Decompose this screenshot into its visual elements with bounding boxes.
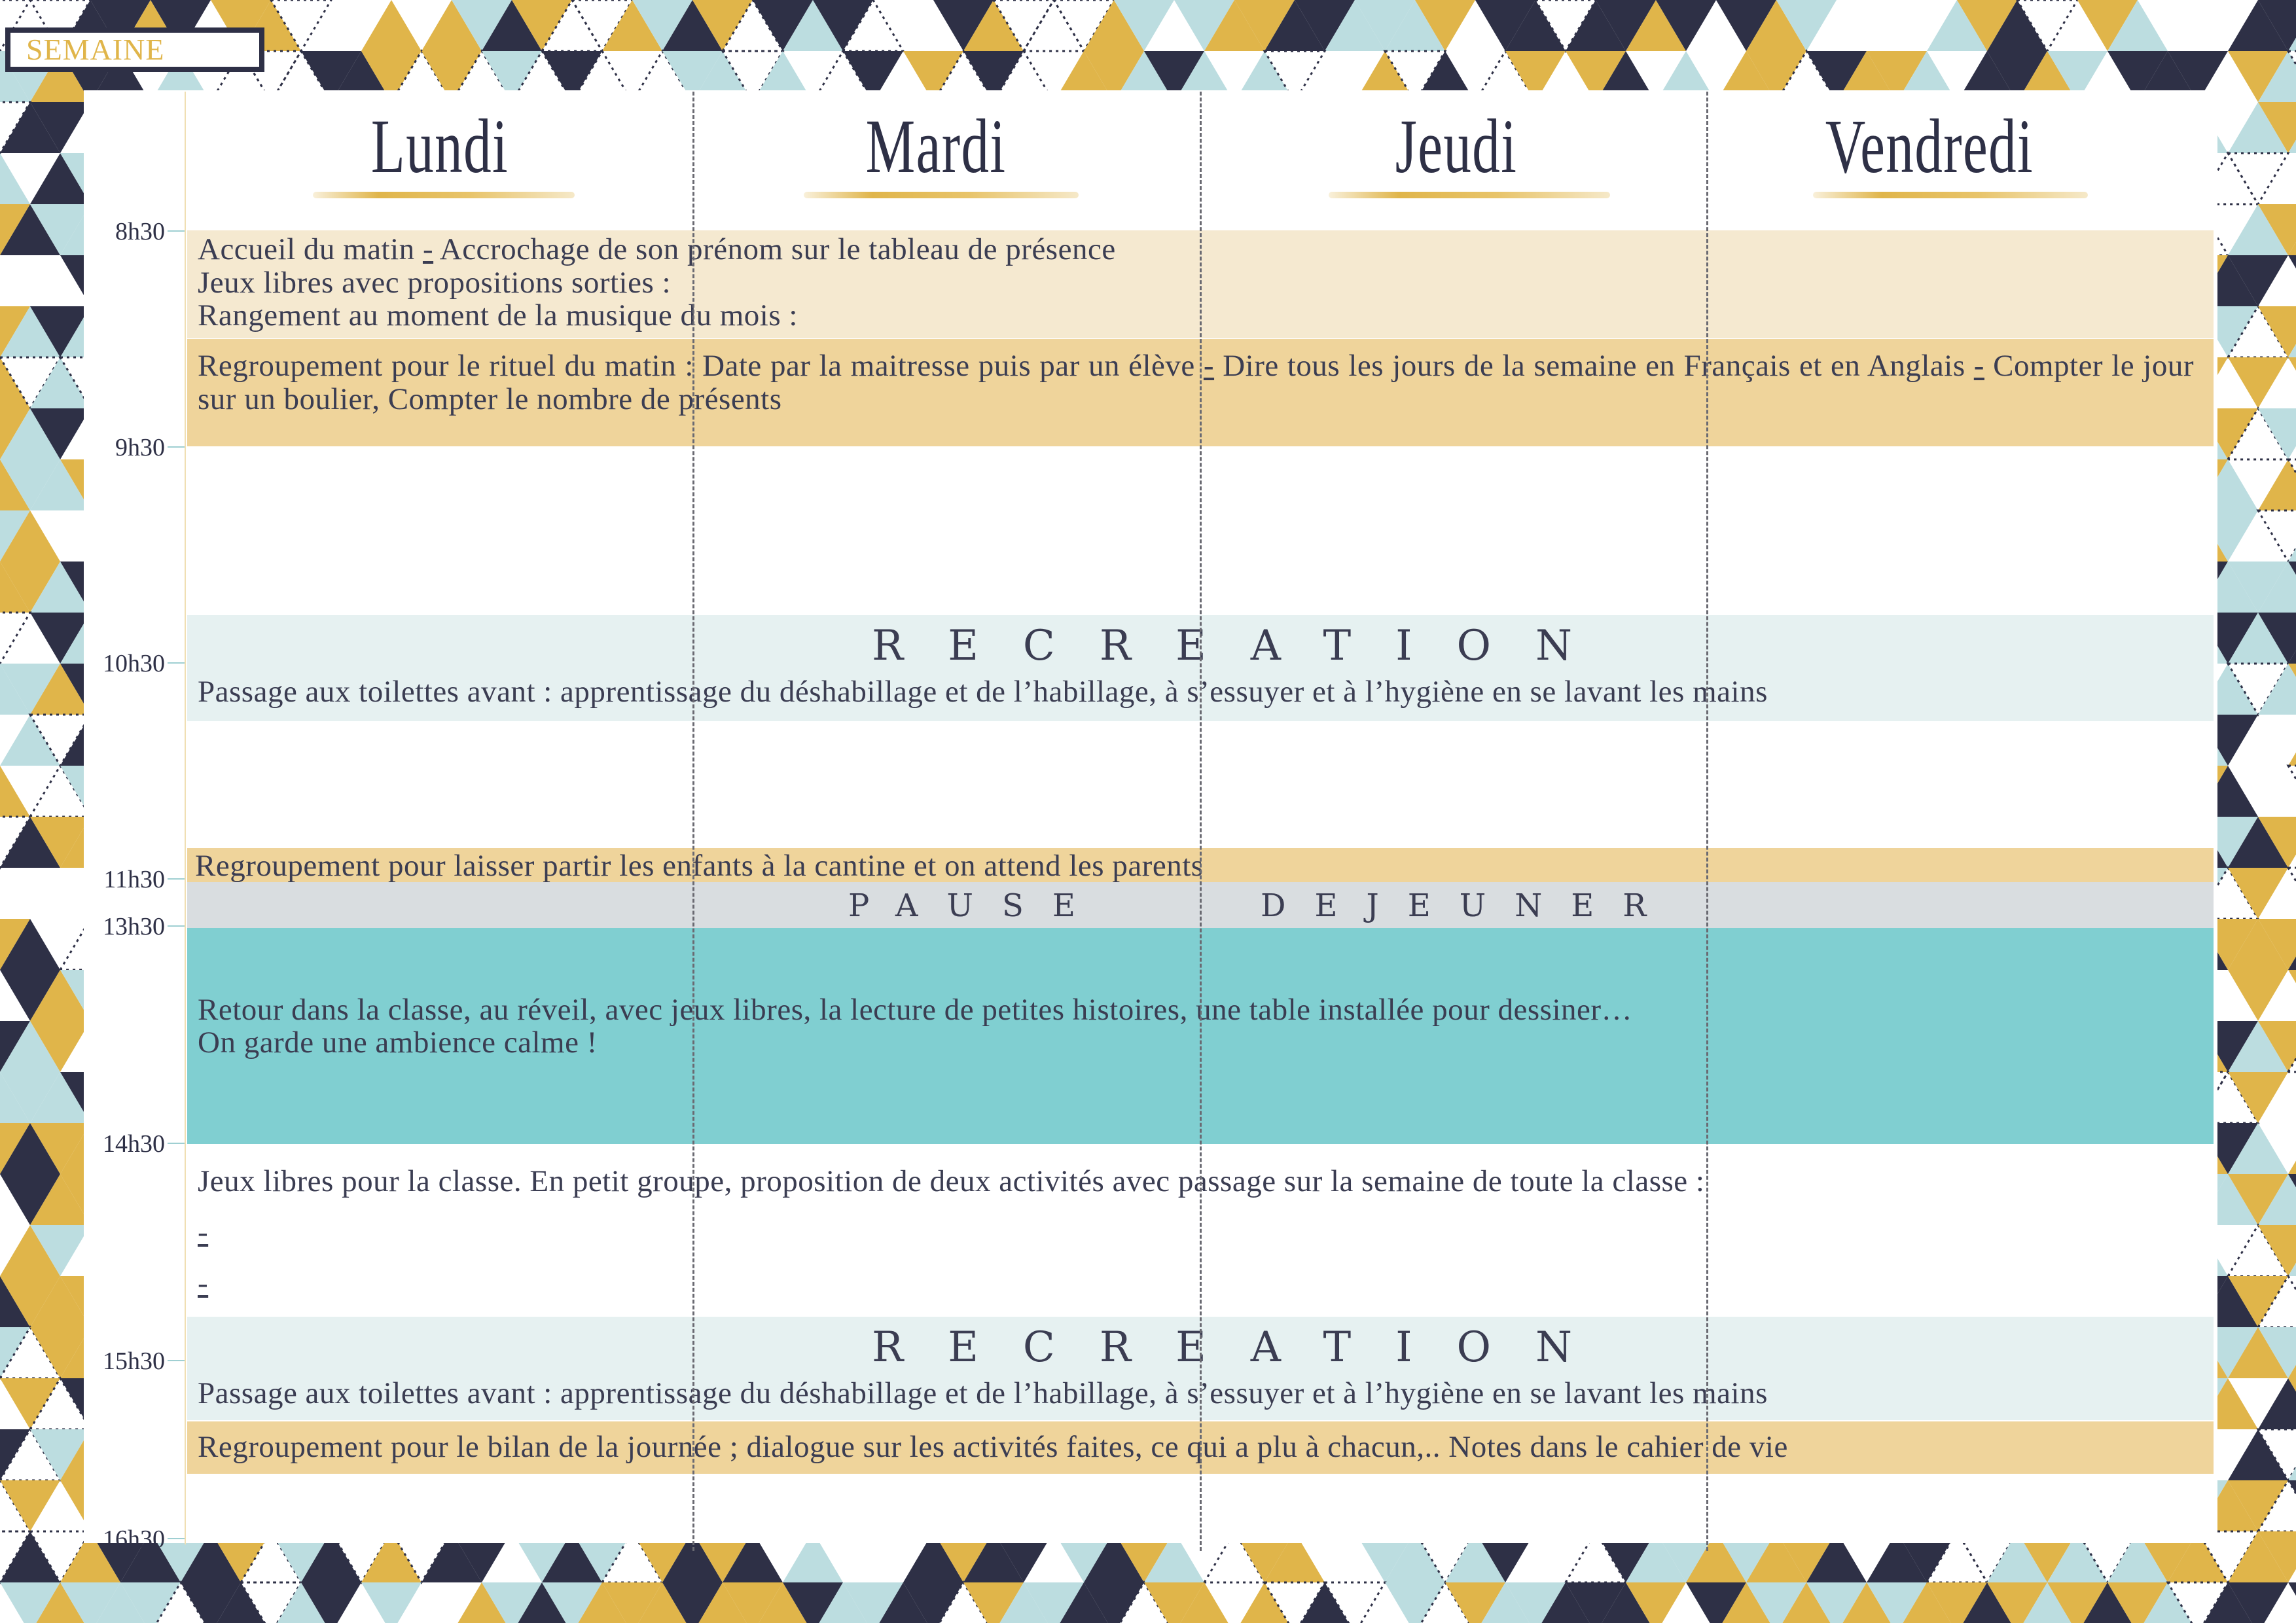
pattern-triangle <box>0 1531 60 1582</box>
pattern-triangle <box>2258 1378 2296 1429</box>
retour-line-1: Retour dans la classe, au réveil, avec jeux libres, la lecture de petites histoires, une table installée pour dessiner… <box>198 993 1633 1027</box>
time-tick <box>168 662 185 664</box>
time-label: 8h30 <box>115 218 165 245</box>
pattern-triangle <box>2288 868 2296 919</box>
pattern-triangle <box>0 766 30 817</box>
pattern-triangle <box>361 1582 422 1623</box>
brush-underline <box>804 192 1079 198</box>
time-tick <box>168 878 185 880</box>
bilan-text: Regroupement pour le bilan de la journée ; dialogue sur les activités faites, ce qui a plu à chacun,.. Notes dans le cahier de vie <box>198 1430 1788 1464</box>
pattern-triangle <box>2258 510 2296 562</box>
recreation-text: Passage aux toilettes avant : apprentissage du déshabillage et de l’habillage, à s’essuyer et à l’hygiène en se lavant les mains <box>198 675 1768 709</box>
jeux-text: Jeux libres pour la classe. En petit groupe, proposition de deux activités avec passage sur la semaine de toute la classe : <box>198 1164 1705 1198</box>
pattern-triangle <box>2228 970 2288 1021</box>
pattern-triangle <box>2288 1123 2296 1174</box>
day-header-monday: Lundi <box>370 103 509 189</box>
pattern-triangle <box>361 0 422 51</box>
recreation-title: RECREATION <box>872 622 1617 670</box>
time-label: 13h30 <box>103 913 165 940</box>
pattern-triangle <box>2228 1429 2288 1480</box>
time-axis <box>185 92 186 1544</box>
pattern-triangle <box>2288 766 2296 817</box>
recreation-title: RECREATION <box>872 1323 1617 1372</box>
brush-underline <box>1813 192 2088 198</box>
pattern-triangle <box>2288 1582 2296 1623</box>
pattern-triangle <box>2228 868 2288 919</box>
jeux-item-2: - <box>198 1266 209 1300</box>
pattern-triangle <box>0 153 30 204</box>
pattern-triangle <box>2288 510 2296 562</box>
column-divider <box>692 92 694 1551</box>
pattern-triangle <box>0 357 30 408</box>
pattern-triangle <box>2258 408 2296 459</box>
pattern-triangle <box>2288 1429 2296 1480</box>
pattern-triangle <box>2258 1225 2296 1276</box>
column-divider <box>1200 92 1202 1551</box>
cantine-text: Regroupement pour laisser partir les enfants à la cantine et on attend les parents <box>195 849 1204 883</box>
dejeuner-word: DEJEUNER <box>1261 887 1676 924</box>
time-label: 10h30 <box>103 650 165 677</box>
pattern-triangle <box>2288 970 2296 1021</box>
time-tick <box>168 925 185 927</box>
column-divider <box>1706 92 1708 1551</box>
pattern-triangle <box>2228 1072 2288 1123</box>
pattern-triangle <box>1385 1582 1445 1623</box>
pattern-triangle <box>2288 715 2296 766</box>
pause-word: PAUSE <box>848 887 1104 924</box>
pattern-triangle <box>0 1378 60 1429</box>
pattern-triangle <box>0 613 30 664</box>
pattern-triangle <box>0 715 60 766</box>
time-tick <box>168 1538 185 1539</box>
pattern-triangle <box>1024 0 1084 51</box>
day-header-thursday: Jeudi <box>1395 103 1518 189</box>
pattern-triangle <box>2258 306 2296 357</box>
time-tick <box>168 230 185 232</box>
time-label: 15h30 <box>103 1347 165 1375</box>
week-label: SEMAINE <box>10 33 259 67</box>
pattern-triangle <box>2288 255 2296 306</box>
accueil-line-1: Accueil du matin - Accrochage de son prénom sur le tableau de présence <box>198 232 1116 266</box>
week-badge <box>5 27 264 72</box>
time-label: 14h30 <box>103 1130 165 1158</box>
time-label: 16h30 <box>103 1525 165 1553</box>
jeux-item-1: - <box>198 1215 209 1249</box>
time-tick <box>168 1143 185 1144</box>
day-header-friday: Vendredi <box>1825 103 2034 189</box>
recreation-text: Passage aux toilettes avant : apprentissage du déshabillage et de l’habillage, à s’essuyer et à l’hygiène en se lavant les mains <box>198 1376 1768 1410</box>
accueil-line-3: Rangement au moment de la musique du mois : <box>198 298 798 332</box>
pattern-triangle <box>2288 357 2296 408</box>
rituel-text: Regroupement pour le rituel du matin : Date par la maitresse puis par un élève - Dire tous les jours de la semaine en Français et en Anglais - Compter le jour sur un boulier, Compter le nombre de présents <box>198 349 2194 416</box>
brush-underline <box>313 192 575 198</box>
pattern-triangle <box>30 357 90 408</box>
time-label: 9h30 <box>115 434 165 461</box>
pattern-triangle <box>2228 357 2288 408</box>
time-tick <box>168 446 185 448</box>
day-header-tuesday: Mardi <box>865 103 1007 189</box>
time-label: 11h30 <box>103 866 165 893</box>
pattern-triangle <box>2228 153 2288 204</box>
retour-line-2: On garde une ambience calme ! <box>198 1026 598 1060</box>
brush-underline <box>1329 192 1610 198</box>
accueil-line-2: Jeux libres avec propositions sorties : <box>198 266 672 300</box>
pattern-triangle <box>0 1480 60 1531</box>
time-tick <box>168 1360 185 1361</box>
pattern-triangle <box>2258 459 2296 510</box>
pattern-triangle <box>2258 664 2296 715</box>
